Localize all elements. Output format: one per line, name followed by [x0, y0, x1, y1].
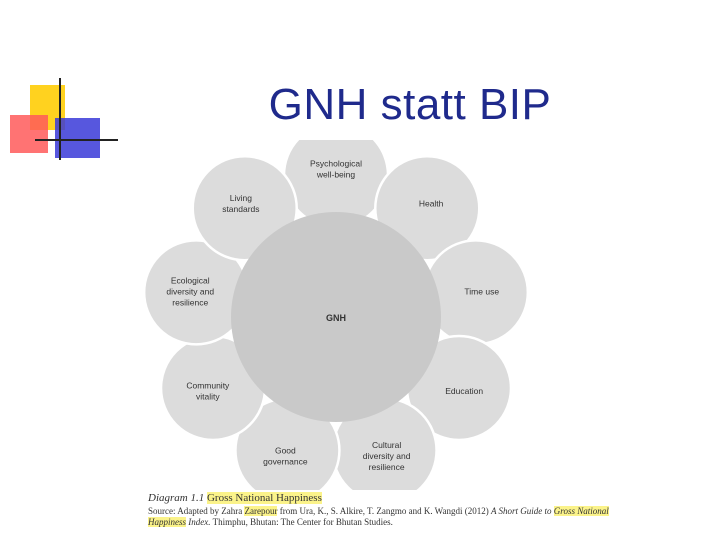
decorative-logo	[0, 0, 130, 170]
figure-caption	[148, 492, 618, 528]
caption-book-a: A Short Guide to	[490, 506, 552, 516]
caption-source-author: Zarepour	[244, 506, 278, 516]
domain-label-ecological-diversity-and-resilience: Ecological diversity and resilience	[166, 275, 215, 308]
caption-source-middle: from Ura, K., S. Alkire, T. Zangmo and K. Wangdi (2012)	[279, 506, 489, 516]
caption-book-b: Gross National Happiness	[148, 506, 609, 527]
domain-label-good-governance: Good governance	[263, 445, 308, 467]
gnh-diagram	[140, 140, 530, 490]
caption-title-line	[148, 492, 618, 505]
caption-source-end: Thimphu, Bhutan: The Center for Bhutan Studies.	[212, 517, 393, 527]
domain-label-living-standards: Living standards	[222, 193, 260, 215]
caption-diagram-title: Gross National Happiness	[206, 492, 322, 504]
domain-label-health: Health	[418, 198, 444, 209]
domain-label-education: Education	[445, 386, 484, 396]
caption-diagram-number: Diagram 1.1	[148, 492, 205, 504]
domain-label-psychological-well-being: Psychological well-being	[310, 158, 362, 180]
domain-label-community-vitality: Community vitality	[186, 380, 230, 402]
gnh-center-label: GNH	[326, 313, 346, 323]
caption-source-line	[148, 506, 618, 528]
domain-label-cultural-diversity-and-resilience: Cultural diversity and resilience	[362, 440, 411, 473]
slide-title: GNH statt BIP	[268, 80, 552, 129]
caption-source-prefix: Source: Adapted by Zahra	[148, 506, 243, 516]
caption-book-c: Index.	[188, 517, 211, 527]
domain-label-time-use: Time use	[464, 286, 500, 297]
